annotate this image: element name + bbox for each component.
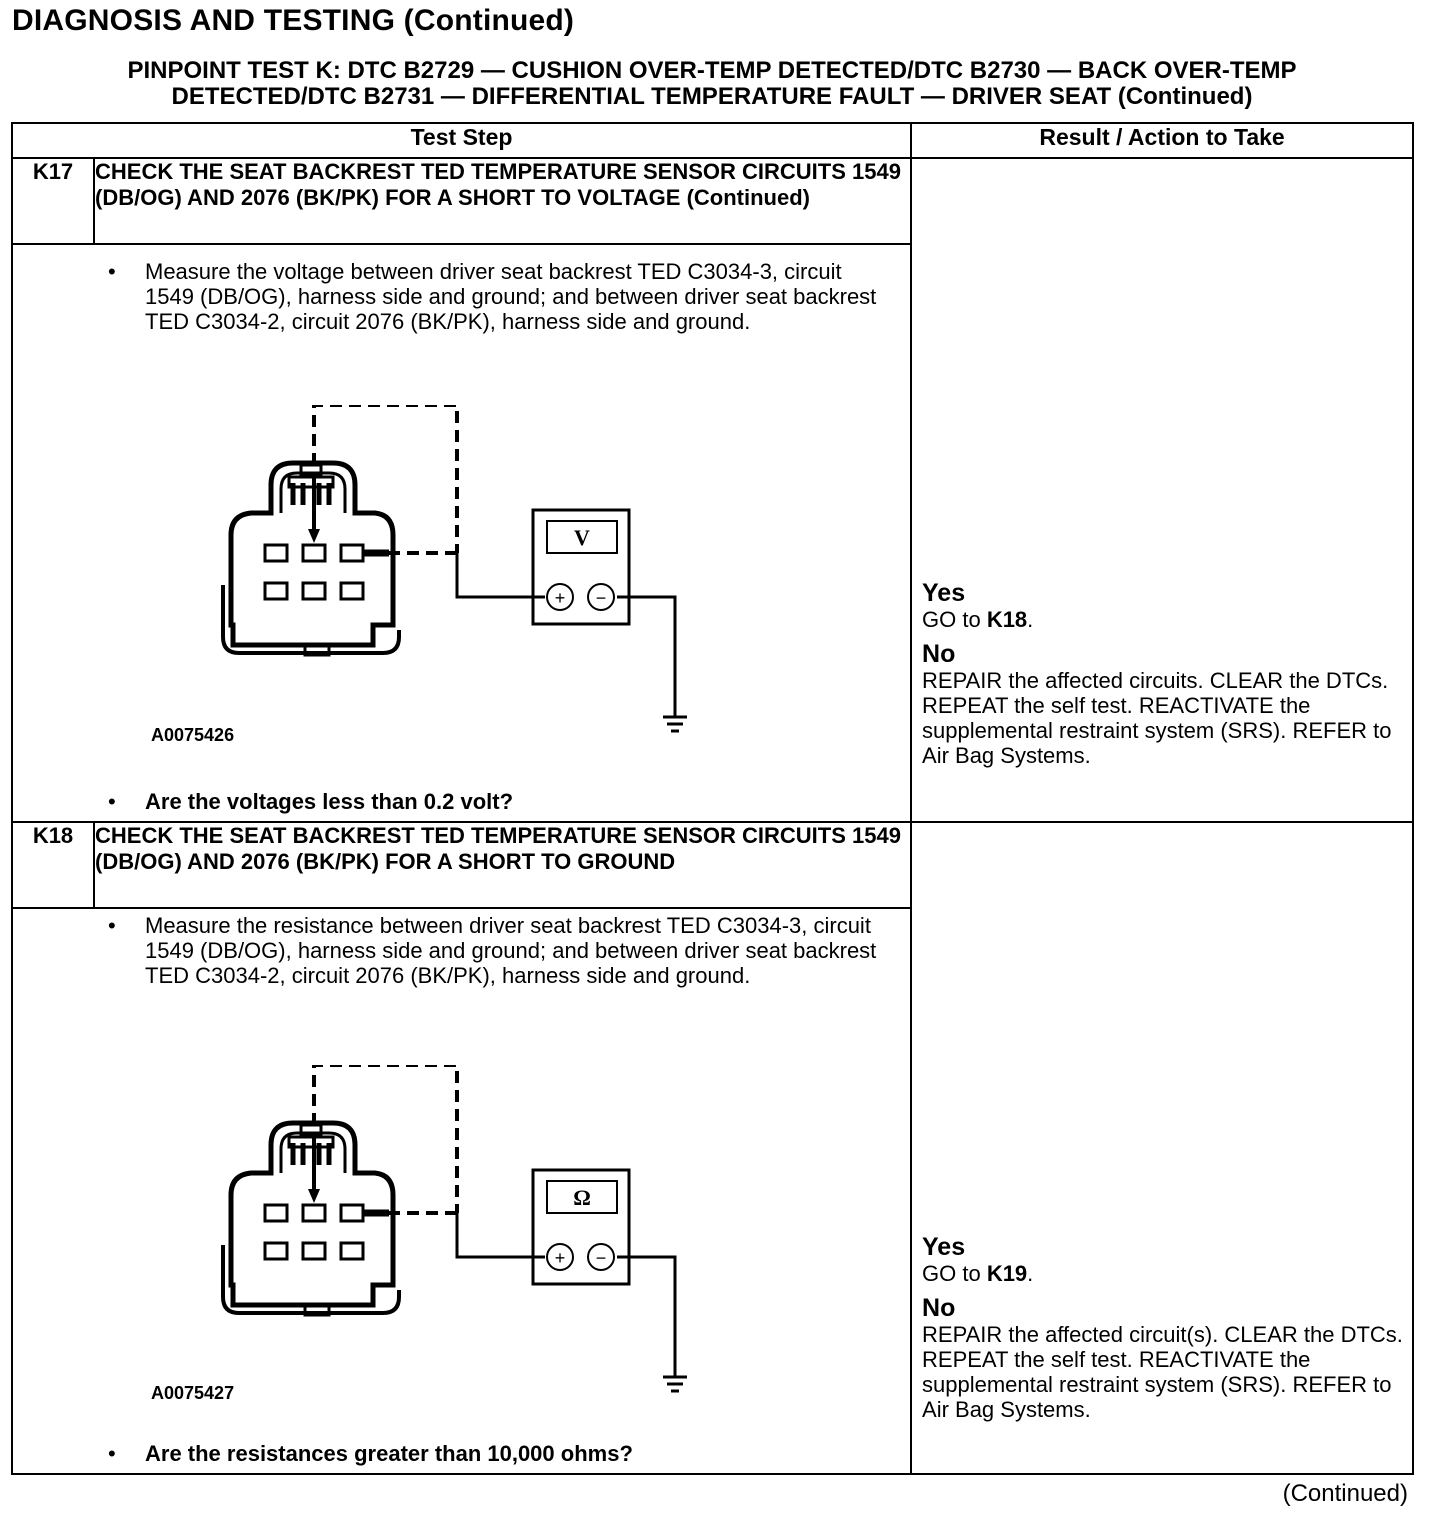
meter-lead-negative <box>617 597 675 717</box>
yes-label: Yes <box>922 579 966 607</box>
meter-symbol-volt: V <box>574 525 590 550</box>
step-id-k17: K17 <box>12 158 94 244</box>
plus-sign: + <box>554 1248 566 1268</box>
bullet: • <box>108 1441 116 1466</box>
step-title-k18: CHECK THE SEAT BACKREST TED TEMPERATURE SENSOR CIRCUITS 1549 (DB/OG) AND 2076 (BK/PK) FOR A SHORT TO GROUND <box>94 822 911 908</box>
resistance-measurement-diagram <box>193 1065 713 1405</box>
no-action: REPAIR the affected circuits. CLEAR the DTCs. REPEAT the self test. REACTIVATE the supplemental restraint system (SRS). REFER to Air Bag Systems. <box>922 668 1392 768</box>
no-label: No <box>922 1294 956 1322</box>
dashed-lead <box>314 1065 457 1213</box>
bullet: • <box>108 259 116 284</box>
yes-action: GO to K18. <box>922 607 1034 632</box>
meter-lead-negative <box>617 1257 675 1377</box>
goto-link-k19[interactable]: K19 <box>986 1261 1028 1286</box>
ground-symbol <box>663 1377 687 1391</box>
ground-symbol <box>663 717 687 731</box>
step-body-k18 <box>12 908 911 1474</box>
step-id-k18: K18 <box>12 822 94 908</box>
dashed-lead <box>314 405 457 553</box>
bullet: • <box>108 789 116 814</box>
header-test-step: Test Step <box>12 123 911 158</box>
no-action: REPAIR the affected circuit(s). CLEAR the DTCs. REPEAT the self test. REACTIVATE the supplemental restraint system (SRS). REFER to Air Bag Systems. <box>922 1322 1403 1422</box>
minus-sign: − <box>595 1248 607 1268</box>
plus-sign: + <box>554 588 566 608</box>
bullet: • <box>108 913 116 938</box>
voltage-measurement-diagram <box>193 405 713 745</box>
continued-footer: (Continued) <box>1282 1480 1408 1507</box>
yes-label: Yes <box>922 1233 966 1261</box>
result-cell-k18 <box>911 822 1413 1474</box>
step-question: Are the resistances greater than 10,000 ohms? <box>145 1441 633 1466</box>
result-k18 <box>922 1233 1422 1422</box>
instruction-text: Measure the resistance between driver seat backrest TED C3034-3, circuit 1549 (DB/OG), harness side and ground; and between driver seat backrest TED C3034-2, circuit 2076 (BK/PK), harness side and ground. <box>145 913 877 988</box>
probe-tip <box>301 465 321 475</box>
probe-tip <box>301 1125 321 1135</box>
result-cell-k17 <box>911 158 1413 822</box>
pinpoint-test-table <box>11 122 1414 1475</box>
pinpoint-test-subtitle <box>12 58 1412 110</box>
step-body-k17 <box>12 244 911 822</box>
step-title-k17: CHECK THE SEAT BACKREST TED TEMPERATURE SENSOR CIRCUITS 1549 (DB/OG) AND 2076 (BK/PK) FOR A SHORT TO VOLTAGE (Continued) <box>94 158 911 244</box>
minus-sign: − <box>595 588 607 608</box>
header-result: Result / Action to Take <box>911 123 1413 158</box>
yes-action: GO to K19. <box>922 1261 1034 1286</box>
subtitle-line-2: DETECTED/DTC B2731 — DIFFERENTIAL TEMPERATURE FAULT — DRIVER SEAT (Continued) <box>171 83 1253 110</box>
page-title: DIAGNOSIS AND TESTING (Continued) <box>12 4 575 37</box>
figure-id: A0075427 <box>151 1383 235 1403</box>
goto-link-k18[interactable]: K18 <box>986 607 1028 632</box>
no-label: No <box>922 640 956 668</box>
step-question: Are the voltages less than 0.2 volt? <box>145 789 514 814</box>
result-k17 <box>922 579 1422 768</box>
figure-id: A0075426 <box>151 725 235 745</box>
subtitle-line-1: PINPOINT TEST K: DTC B2729 — CUSHION OVER-TEMP DETECTED/DTC B2730 — BACK OVER-TEMP <box>127 57 1297 84</box>
instruction-text: Measure the voltage between driver seat backrest TED C3034-3, circuit 1549 (DB/OG), harness side and ground; and between driver seat backrest TED C3034-2, circuit 2076 (BK/PK), harness side and ground. <box>145 259 877 334</box>
meter-symbol-ohm: Ω <box>573 1185 591 1210</box>
